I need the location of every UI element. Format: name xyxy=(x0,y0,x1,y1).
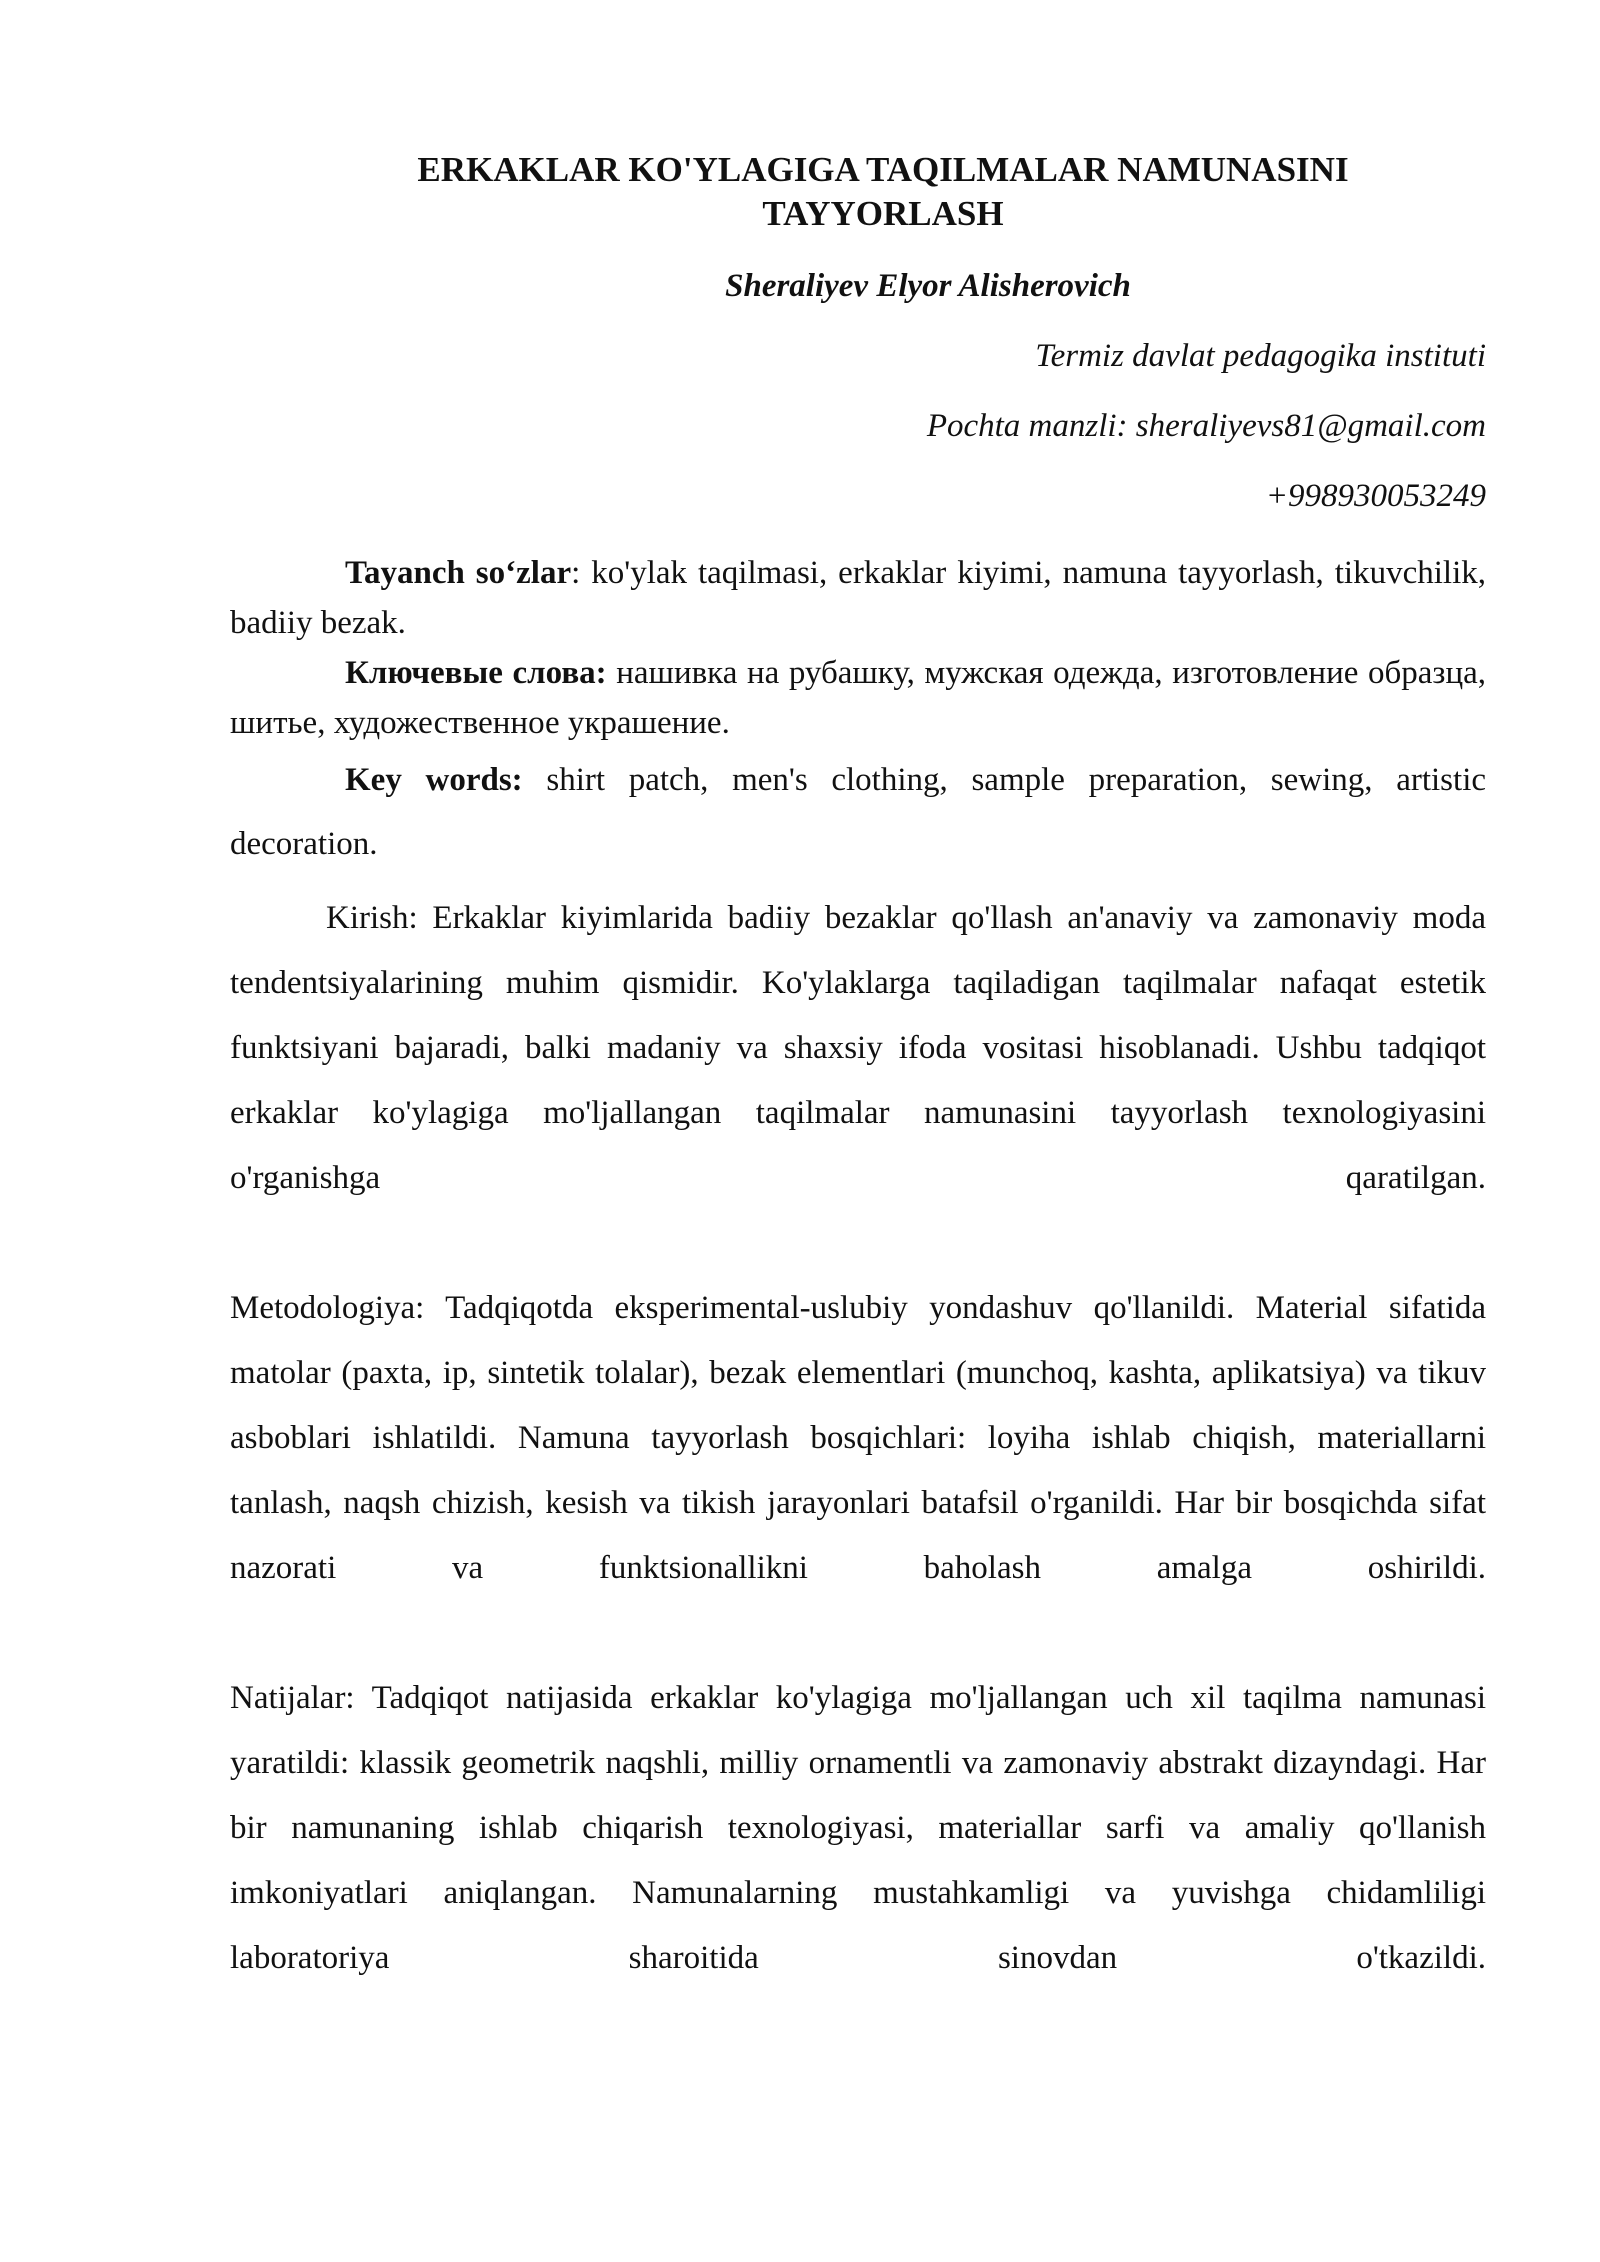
paragraph-gap xyxy=(230,1601,1486,1666)
results-paragraph: Natijalar: Tadqiqot natijasida erkaklar ko'ylagiga mo'ljallangan uch xil taqilma namunasi yaratildi: klassik geometrik naqshli, milliy ornamentli va zamonaviy abstrakt dizayndagi. Har bir namunaning ishlab chiqarish texnologiyasi, materiallar sarfi va amaliy qo'llanish imkoniyatlari aniqlangan. Namunalarning mustahkamligi va yuvishga chidamliligi laboratoriya sharoitida sinovdan o'tkazildi. xyxy=(230,1680,1486,1976)
document-page xyxy=(230,148,1486,1991)
methodology-paragraph: Metodologiya: Tadqiqotda eksperimental-uslubiy yondashuv qo'llanildi. Material sifatida matolar (paxta, ip, sintetik tolalar), bezak elementlari (munchoq, kashta, aplikatsiya) va tikuv asboblari ishlatildi. Namuna tayyorlash bosqichlari: loyiha ishlab chiqish, materiallarni tanlash, naqsh chizish, kesish va tikish jarayonlari batafsil o'rganildi. Har bir bosqichda sifat nazorati va funktsionallikni baholash amalga oshirildi. xyxy=(230,1290,1486,1586)
keywords-uz-label: Tayanch so‘zlar xyxy=(345,555,572,591)
paper-title: ERKAKLAR KO'YLAGIGA TAQILMALAR NAMUNASINI TAYYORLASH xyxy=(417,150,1349,233)
keywords-en-text: shirt patch, men's clothing, sample preparation, sewing, artistic decoration. xyxy=(230,762,1487,862)
keywords-ru xyxy=(230,648,1486,748)
keywords-uz-text: : ko'ylak taqilmasi, erkaklar kiyimi, namuna tayyorlash, tikuvchilik, badiiy bezak. xyxy=(230,555,1486,641)
paragraph-gap xyxy=(230,1211,1486,1276)
keywords-ru-text: нашивка на рубашку, мужская одежда, изготовление образца, шитье, художественное украшение. xyxy=(230,655,1487,741)
author-name: Sheraliyev Elyor Alisherovich xyxy=(725,268,1131,304)
email-line: Pochta manzli: sheraliyevs81@gmail.com xyxy=(926,408,1486,444)
keywords-en-label: Key words: xyxy=(345,762,523,798)
keywords-uz xyxy=(230,548,1486,648)
phone-number: +998930053249 xyxy=(1265,478,1486,514)
keywords-ru-label: Ключевые слова: xyxy=(345,655,607,691)
keywords-en xyxy=(230,748,1486,876)
intro-paragraph: Kirish: Erkaklar kiyimlarida badiiy bezaklar qo'llash an'anaviy va zamonaviy moda tendentsiyalarining muhim qismidir. Ko'ylaklarga taqiladigan taqilmalar nafaqat estetik funktsiyani bajaradi, balki madaniy va shaxsiy ifoda vositasi hisoblanadi. Ushbu tadqiqot erkaklar ko'ylagiga mo'ljallangan taqilmalar namunasini tayyorlash texnologiyasini o'rganishga qaratilgan. xyxy=(230,900,1486,1196)
affiliation: Termiz davlat pedagogika instituti xyxy=(1035,338,1486,374)
